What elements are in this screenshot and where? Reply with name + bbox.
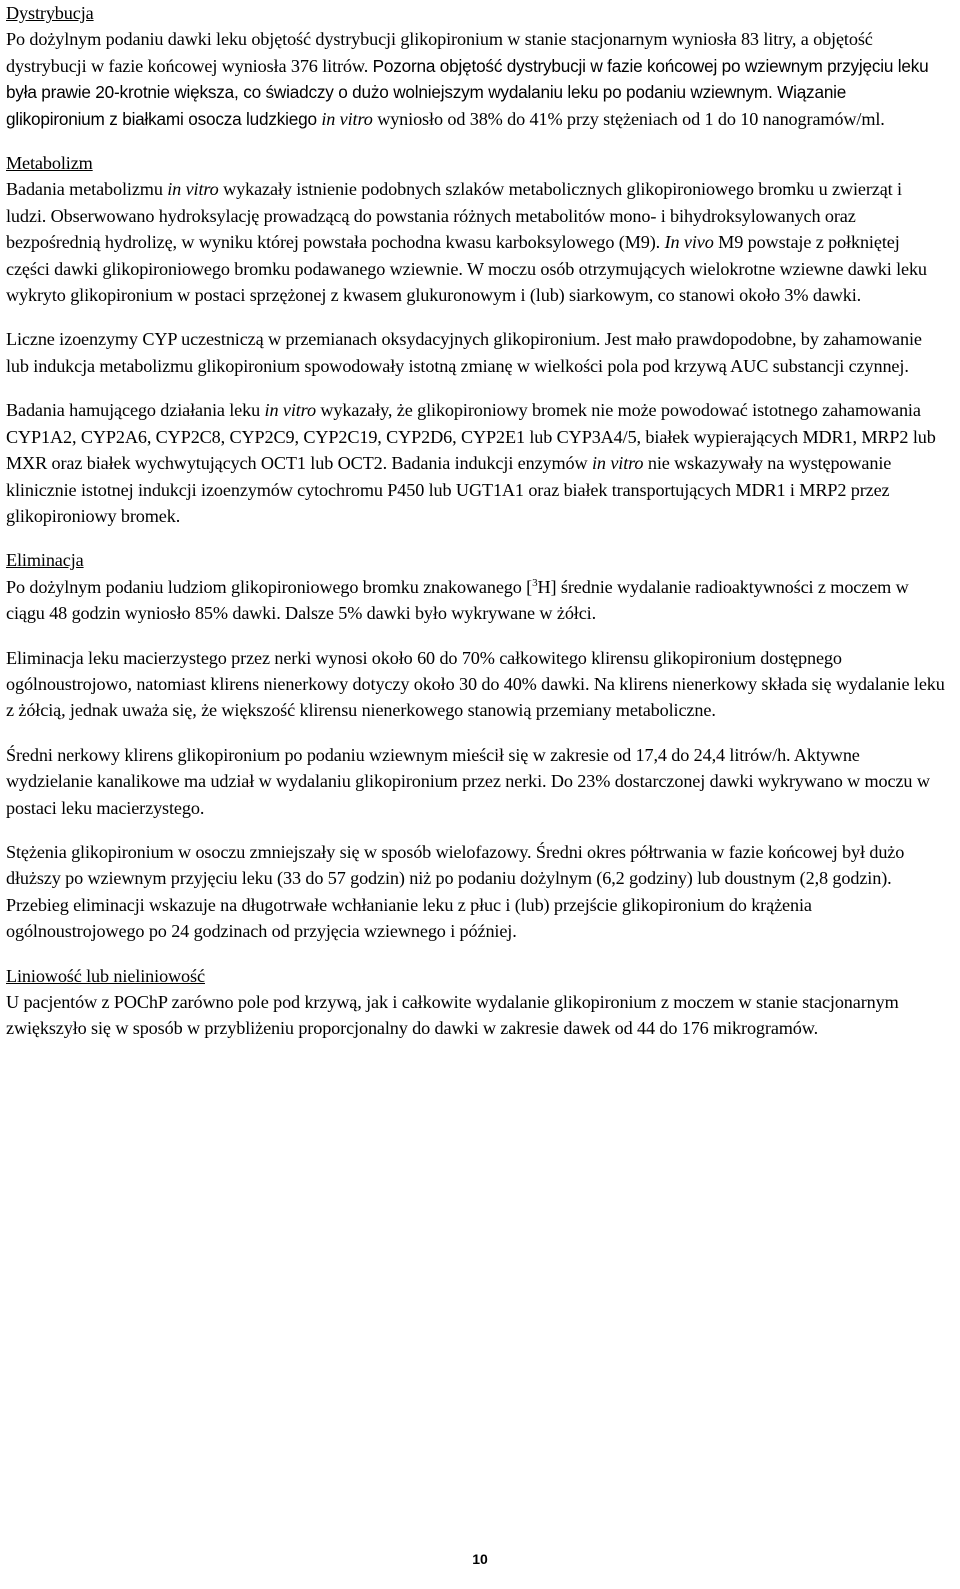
elimination-text: H] średnie wydalanie radioaktywności z moczem w ciągu 48 godzin wyniosło 85% dawki. Dalsze 5% dawki było wykrywane w żółci.: [6, 576, 909, 624]
elimination-text: Po dożylnym podaniu ludziom glikopironiowego bromku znakowanego [: [6, 576, 533, 597]
spacer: [6, 627, 946, 645]
spacer: [6, 379, 946, 397]
elimination-paragraph-2: Eliminacja leku macierzystego przez nerki wynosi około 60 do 70% całkowitego klirensu glikopironium dostępnego ogólnoustrojowo, natomiast klirens nienerkowy dotyczy około 30 do 40% dawki. Na klirens nienerkowy składa się wydalanie leku z żółcią, jednak uważa się, że większość klirensu nienerkowego stanowią przemiany metaboliczne.: [6, 647, 945, 721]
isotope-superscript: 3: [532, 576, 538, 589]
distribution-text: Po dożylnym podaniu dawki leku objętość dystrybucji glikopironium w stanie stacjonarnym wyniosła 83 litry, a objętość dystrybucji w fazie końcowej wyniosła 376 litrów.: [6, 29, 873, 76]
in-vivo-term: In vivo: [664, 232, 714, 253]
linearity-paragraph: U pacjentów z POChP zarówno pole pod krzywą, jak i całkowite wydalanie glikopironium z moczem w stanie stacjonarnym zwiększyło się w sposób w przybliżeniu proporcjonalny do dawki w zakresie dawek od 44 do 176 mikrogramów.: [6, 992, 899, 1039]
distribution-binding-text: Wiązanie glikopironium z białkami osocza ludzkiego: [6, 82, 847, 129]
spacer: [6, 821, 946, 839]
page-number: 10: [472, 1551, 488, 1567]
elimination-heading: Eliminacja: [6, 550, 84, 571]
in-vitro-term: in vitro: [592, 453, 644, 474]
spacer: [6, 308, 946, 326]
in-vitro-term: in vitro: [167, 179, 219, 200]
distribution-apparent-volume-text: Pozorna objętość dystrybucji w fazie końcowej po wziewnym przyjęciu leku była prawie 20-krotnie większa, co świadczy o dużo wolniejszym wydalaniu leku po podaniu wziewnym.: [6, 55, 929, 103]
linearity-heading: Liniowość lub nieliniowość: [6, 965, 205, 986]
spacer: [6, 529, 946, 547]
metabolism-paragraph-3: [6, 397, 946, 529]
metabolism-text: wykazały, że glikopironiowy bromek nie może powodować istotnego zahamowania CYP1A2, CYP2A6, CYP2C8, CYP2C9, CYP2C19, CYP2D6, CYP2E1 lub CYP3A4/5, białek wypierających MDR1, MRP2 lub MXR oraz białek wychwytujących OCT1 lub OCT2. Badania indukcji enzymów: [6, 400, 936, 474]
elimination-paragraph-3: Średni nerkowy klirens glikopironium po podaniu wziewnym mieścił się w zakresie od 17,4 do 24,4 litrów/h. Aktywne wydzielanie kanalikowe ma udział w wydalaniu glikopironium przez nerki. Do 23% dostarczonej dawki wykrywano w moczu w postaci leku macierzystego.: [6, 744, 930, 818]
elimination-paragraph-4: Stężenia glikopironium w osoczu zmniejszały się w sposób wielofazowy. Średni okres półtrwania w fazie końcowej był dużo dłuższy po wziewnym przyjęciu leku (33 do 57 godzin) niż po podaniu dożylnym (6,2 godziny) lub doustnym (2,8 godzin). Przebieg eliminacji wskazuje na długotrwałe wchłanianie leku z płuc i (lub) przejście glikopironium do krążenia ogólnoustrojowego po 24 godzinach od przyjęcia wziewnego i później.: [6, 841, 905, 942]
metabolism-text: M9 powstaje z połkniętej części dawki glikopironiowego bromku podawanego wziewnie. W moczu osób otrzymujących wielokrotne wziewne dawki leku wykryto glikopironium w postaci sprzężonej z kwasem glukuronowym i (lub) siarkowym, co stanowi około 3% dawki.: [6, 232, 927, 306]
distribution-paragraph: [6, 26, 946, 132]
spacer: [6, 945, 946, 963]
metabolism-text: nie wskazywały na występowanie klinicznie istotnej indukcji izoenzymów cytochromu P450 lub UGT1A1 oraz białek transportujących MDR1 i MRP2 przez glikopironiowy bromek.: [6, 453, 892, 526]
metabolism-text: wykazały istnienie podobnych szlaków metabolicznych glikopironiowego bromku u zwierząt i ludzi. Obserwowano hydroksylację prowadzącą do powstania różnych metabolitów mono- i bihydroksylowanych oraz bezpośrednią hydrolizę, w wyniku której powstała pochodna kwasu karboksylowego (M9).: [6, 179, 902, 253]
metabolism-text: Badania metabolizmu: [6, 179, 163, 200]
metabolism-heading: Metabolizm: [6, 153, 93, 174]
distribution-binding-text-end: wyniosło od 38% do 41% przy stężeniach od 1 do 10 nanogramów/ml.: [377, 108, 885, 129]
document-page: [6, 0, 946, 1042]
elimination-paragraph-1: [6, 574, 946, 627]
metabolism-paragraph-1: [6, 176, 946, 308]
metabolism-paragraph-2: Liczne izoenzymy CYP uczestniczą w przemianach oksydacyjnych glikopironium. Jest mało prawdopodobne, by zahamowanie lub indukcja metabolizmu glikopironium spowodowały istotną zmianę w wielkości pola pod krzywą AUC substancji czynnej.: [6, 329, 922, 376]
metabolism-text: Badania hamującego działania leku: [6, 400, 261, 421]
in-vitro-term: in vitro: [264, 400, 316, 421]
spacer: [6, 132, 946, 150]
spacer: [6, 724, 946, 742]
in-vitro-term: in vitro: [321, 108, 373, 129]
distribution-heading: Dystrybucja: [6, 3, 94, 23]
